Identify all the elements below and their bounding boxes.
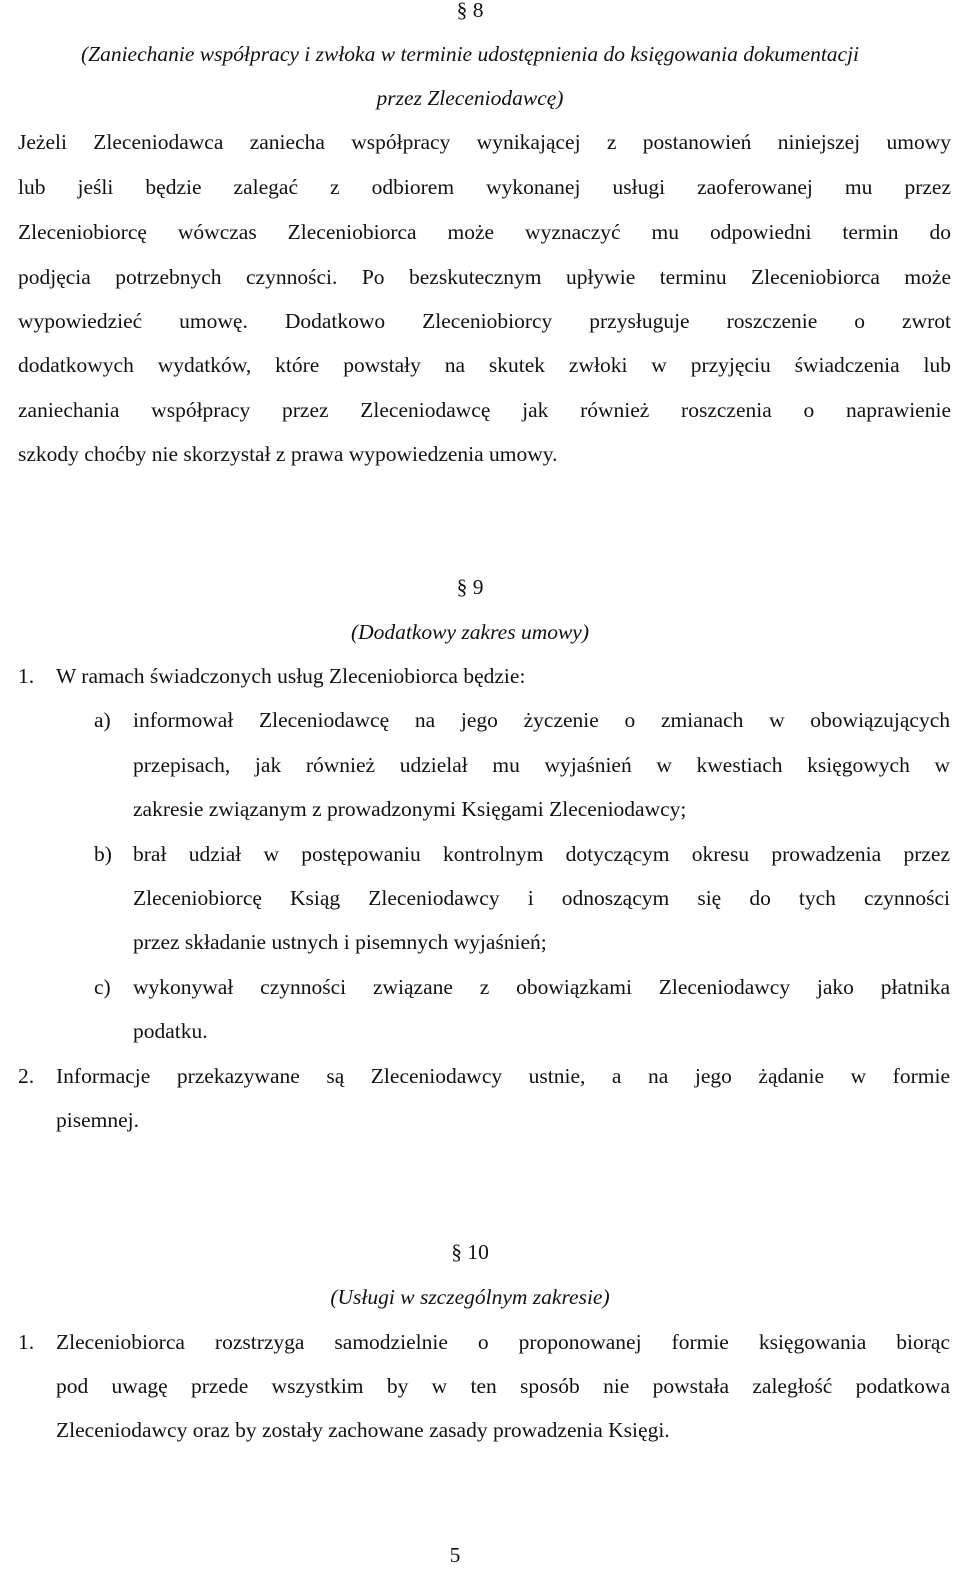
sublist-item-text: informował Zleceniodawcę na jego życzenie o zmianach w obowiązujących <box>133 708 950 732</box>
sublist-item-text: zakresie związanym z prowadzonymi Księgami Zleceniodawcy; <box>133 797 687 821</box>
list-item-number: 1. <box>18 664 35 688</box>
sublist-item-text: przepisach, jak również udzielał mu wyjaśnień w kwestiach księgowych w <box>133 753 950 777</box>
sublist-item-label: c) <box>94 975 111 999</box>
section-8-paragraph-line: lub jeśli będzie zalegać z odbiorem wykonanej usługi zaoferowanej mu przez <box>18 175 951 199</box>
section-10-title: (Usługi w szczególnym zakresie) <box>330 1285 610 1309</box>
sublist-item-text: brał udział w postępowaniu kontrolnym dotyczącym okresu prowadzenia przez <box>133 842 950 866</box>
section-8-paragraph-line: dodatkowych wydatków, które powstały na skutek zwłoki w przyjęciu świadczenia lub <box>18 353 951 377</box>
section-8-title: (Zaniechanie współpracy i zwłoka w terminie udostępnienia do księgowania dokumentacji <box>80 42 860 66</box>
list-item-text: Zleceniodawcy oraz by zostały zachowane zasady prowadzenia Księgi. <box>56 1418 670 1442</box>
section-9-heading: § 9 <box>456 575 484 599</box>
section-10-heading: § 10 <box>451 1240 489 1264</box>
section-8-paragraph-line: podjęcia potrzebnych czynności. Po bezskutecznym upływie terminu Zleceniobiorca może <box>18 265 951 289</box>
sublist-item-label: a) <box>94 708 111 732</box>
section-8-paragraph-line: wypowiedzieć umowę. Dodatkowo Zleceniobiorcy przysługuje roszczenie o zwrot <box>18 309 951 333</box>
sublist-item-text: Zleceniobiorcę Ksiąg Zleceniodawcy i odnoszącym się do tych czynności <box>133 886 950 910</box>
section-8-paragraph-line: szkody choćby nie skorzystał z prawa wypowiedzenia umowy. <box>18 442 558 466</box>
sublist-item-text: wykonywał czynności związane z obowiązkami Zleceniodawcy jako płatnika <box>133 975 950 999</box>
list-item-number: 1. <box>18 1330 35 1354</box>
list-item-number: 2. <box>18 1064 35 1088</box>
list-item-text: Informacje przekazywane są Zleceniodawcy ustnie, a na jego żądanie w formie <box>56 1064 950 1088</box>
list-item-text: W ramach świadczonych usług Zleceniobiorca będzie: <box>56 664 526 688</box>
section-8-paragraph-line: Jeżeli Zleceniodawca zaniecha współpracy wynikającej z postanowień niniejszej umowy <box>18 130 951 154</box>
section-8-title-cont: przez Zleceniodawcę) <box>376 86 564 110</box>
list-item-text: pisemnej. <box>56 1108 139 1132</box>
sublist-item-text: podatku. <box>133 1019 208 1043</box>
list-item-text: pod uwagę przede wszystkim by w ten sposób nie powstała zaległość podatkowa <box>56 1374 950 1398</box>
section-8-paragraph-line: zaniechania współpracy przez Zleceniodawcę jak również roszczenia o naprawienie <box>18 398 951 422</box>
sublist-item-label: b) <box>94 842 112 866</box>
section-9-title: (Dodatkowy zakres umowy) <box>350 620 590 644</box>
section-8-heading: § 8 <box>456 0 484 22</box>
section-8-paragraph-line: Zleceniobiorcę wówczas Zleceniobiorca może wyznaczyć mu odpowiedni termin do <box>18 220 951 244</box>
page-number: 5 <box>449 1543 461 1567</box>
list-item-text: Zleceniobiorca rozstrzyga samodzielnie o proponowanej formie księgowania biorąc <box>56 1330 950 1354</box>
sublist-item-text: przez składanie ustnych i pisemnych wyjaśnień; <box>133 930 547 954</box>
